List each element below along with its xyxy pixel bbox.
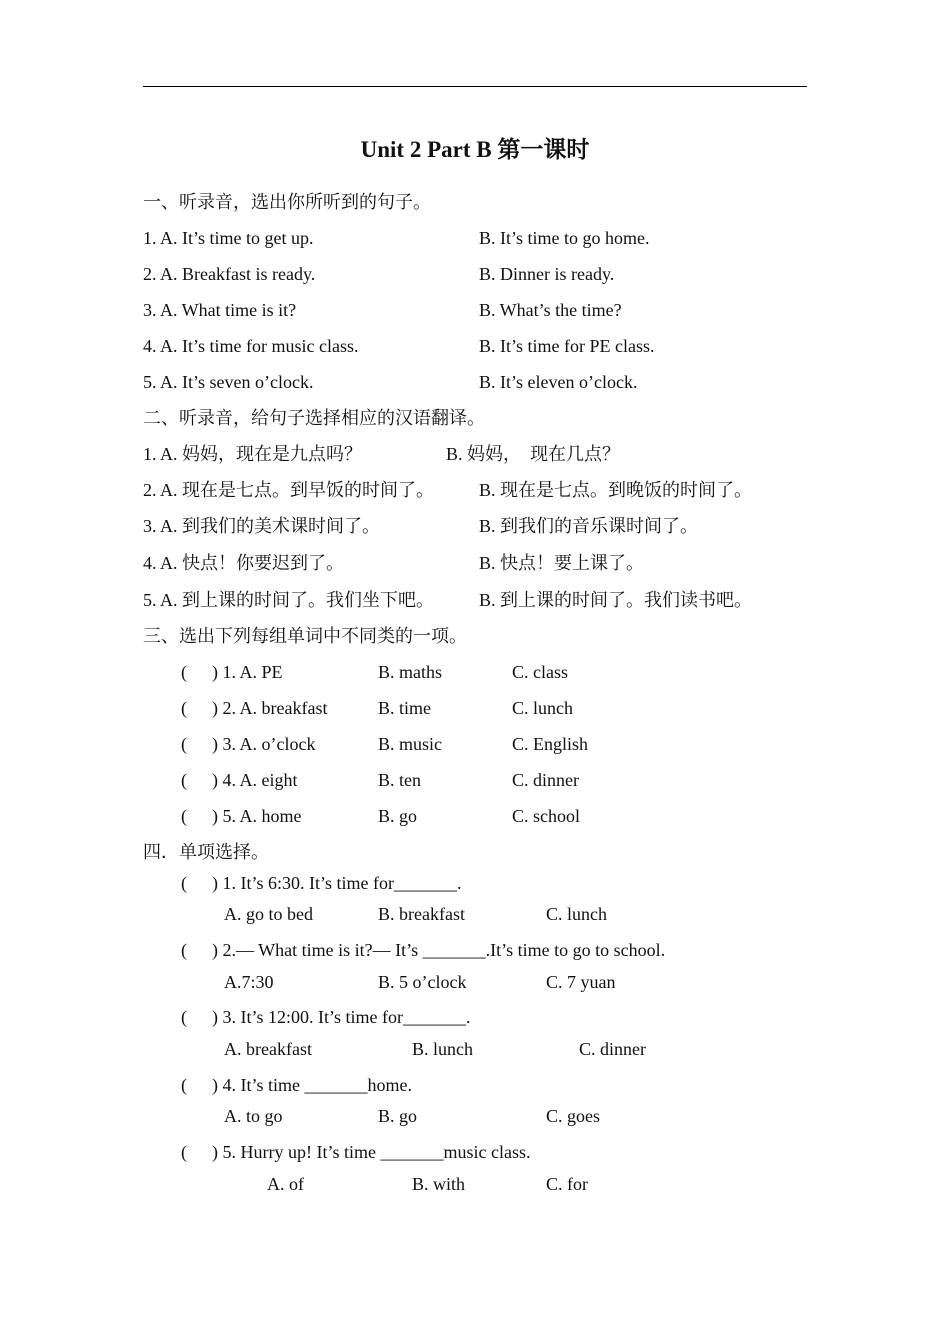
s2-item-4-option-a: 4. A. 快点！你要迟到了。 [143,553,345,573]
s3-item-2-option-b: B. time [378,698,431,718]
s3-item-2-option-c: C. lunch [512,698,573,718]
s1-item-4-option-a: 4. A. It’s time for music class. [143,336,359,356]
s2-item-3-option-b: B. 到我们的音乐课时间了。 [479,516,699,536]
s3-item-5-option-a: ) 5. A. home [212,806,302,826]
s2-item-3-option-a: 3. A. 到我们的美术课时间了。 [143,516,381,536]
s4-item-5-paren[interactable]: ( [181,1142,187,1162]
s2-item-2-option-b: B. 现在是七点。到晚饭的时间了。 [479,480,753,500]
s1-item-4-option-b: B. It’s time for PE class. [479,336,655,356]
s4-item-4-question: ) 4. It’s time _______home. [212,1075,412,1095]
s4-item-2-question: ) 2.— What time is it?— It’s _______.It’s time to go to school. [212,940,666,960]
s2-item-1-option-a: 1. A. 妈妈，现在是九点吗？ [143,444,363,464]
s1-item-1-option-a: 1. A. It’s time to get up. [143,228,314,248]
s4-item-2-option-c: C. 7 yuan [546,972,616,992]
s3-item-5-option-b: B. go [378,806,418,826]
s3-item-1-option-b: B. maths [378,662,443,682]
s1-item-2-option-b: B. Dinner is ready. [479,264,615,284]
s4-item-4-option-a: A. to go [224,1106,283,1126]
s2-item-1-option-b: B. 妈妈， 现在几点？ [446,444,621,464]
s1-item-2-option-a: 2. A. Breakfast is ready. [143,264,316,284]
s3-item-4-option-b: B. ten [378,770,421,790]
s2-item-4-option-b: B. 快点！要上课了。 [479,553,645,573]
s3-item-5-paren[interactable]: ( [181,806,187,826]
s3-item-3-paren[interactable]: ( [181,734,187,754]
s4-item-3-option-a: A. breakfast [224,1039,312,1059]
s3-item-1-option-c: C. class [512,662,568,682]
s3-item-4-option-a: ) 4. A. eight [212,770,298,790]
s3-item-5-option-c: C. school [512,806,581,826]
s3-item-1-paren[interactable]: ( [181,662,187,682]
s3-item-1-option-a: ) 1. A. PE [212,662,283,682]
section-1-heading: 一、听录音，选出你所听到的句子。 [143,192,431,212]
s4-item-3-question: ) 3. It’s 12:00. It’s time for_______. [212,1007,471,1027]
s4-item-2-paren[interactable]: ( [181,940,187,960]
s4-item-1-paren[interactable]: ( [181,873,187,893]
s2-item-5-option-b: B. 到上课的时间了。我们读书吧。 [479,590,753,610]
s3-item-4-paren[interactable]: ( [181,770,187,790]
s1-item-3-option-a: 3. A. What time is it? [143,300,297,320]
s4-item-5-question: ) 5. Hurry up! It’s time _______music class. [212,1142,531,1162]
s4-item-5-option-c: C. for [546,1174,588,1194]
s4-item-1-option-b: B. breakfast [378,904,465,924]
s3-item-4-option-c: C. dinner [512,770,579,790]
s1-item-5-option-a: 5. A. It’s seven o’clock. [143,372,314,392]
s4-item-2-option-a: A.7:30 [224,972,274,992]
s3-item-2-option-a: ) 2. A. breakfast [212,698,328,718]
s1-item-3-option-b: B. What’s the time? [479,300,622,320]
s2-item-5-option-a: 5. A. 到上课的时间了。我们坐下吧。 [143,590,435,610]
section-2-heading: 二、听录音，给句子选择相应的汉语翻译。 [143,408,485,428]
header-rule [143,86,807,87]
s4-item-3-option-c: C. dinner [579,1039,646,1059]
s4-item-1-question: ) 1. It’s 6:30. It’s time for_______. [212,873,462,893]
s4-item-4-option-c: C. goes [546,1106,600,1126]
s3-item-3-option-a: ) 3. A. o’clock [212,734,316,754]
s4-item-5-option-b: B. with [412,1174,466,1194]
s4-item-1-option-a: A. go to bed [224,904,313,924]
s4-item-3-paren[interactable]: ( [181,1007,187,1027]
s3-item-3-option-b: B. music [378,734,443,754]
s1-item-5-option-b: B. It’s eleven o’clock. [479,372,638,392]
s3-item-2-paren[interactable]: ( [181,698,187,718]
s4-item-1-option-c: C. lunch [546,904,607,924]
s4-item-2-option-b: B. 5 o’clock [378,972,467,992]
section-4-heading: 四．单项选择。 [143,842,269,862]
s2-item-2-option-a: 2. A. 现在是七点。到早饭的时间了。 [143,480,435,500]
section-3-heading: 三、选出下列每组单词中不同类的一项。 [143,626,467,646]
s4-item-4-paren[interactable]: ( [181,1075,187,1095]
s4-item-4-option-b: B. go [378,1106,418,1126]
s4-item-5-option-a: A. of [267,1174,304,1194]
s1-item-1-option-b: B. It’s time to go home. [479,228,650,248]
s3-item-3-option-c: C. English [512,734,589,754]
s4-item-3-option-b: B. lunch [412,1039,473,1059]
page-title: Unit 2 Part B 第一课时 [360,137,590,162]
